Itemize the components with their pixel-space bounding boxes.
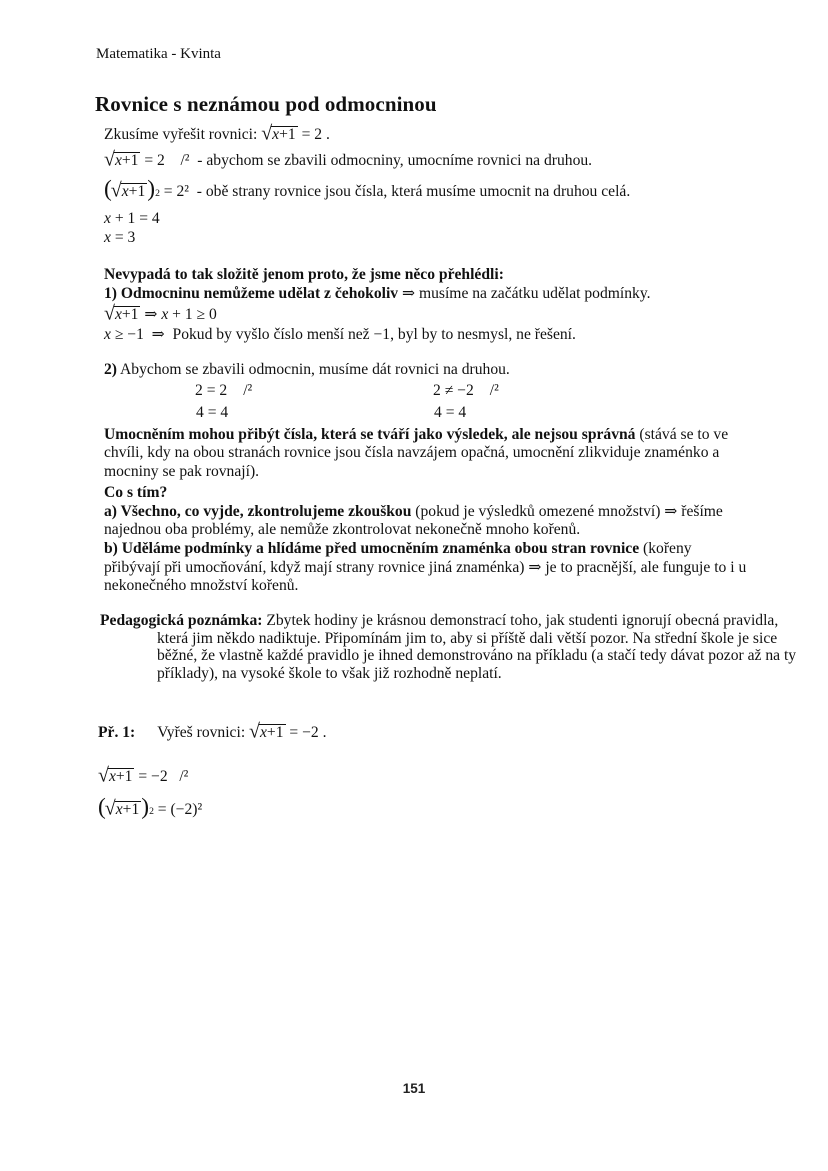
example-1-math-1: √ x+1 = −2 /² <box>98 764 189 787</box>
equation-right: 2 ≠ −2 <box>433 382 474 399</box>
intro-line-4: x + 1 = 4 <box>104 210 160 227</box>
example-1-section <box>98 722 327 826</box>
intro-section <box>104 124 630 248</box>
example-1-prompt: Vyřeš rovnici: √ x+1 = −2 . <box>157 720 327 743</box>
square-operator-left: /² <box>243 382 253 399</box>
equation-left-top <box>195 382 252 400</box>
example-1-label: Př. 1: <box>98 724 136 741</box>
page-title: Rovnice s neznámou pod odmocninou <box>95 92 437 116</box>
squaring-conclusion: Umocněním mohou přibýt čísla, která se tváří jako výsledek, ale nejsou správná (stává se to ve chvíli, kdy na obou stranách rovnice jsou čísla navzájem opačná, umocnění zlikviduje znaménko a mocniny se pak rovnají). <box>104 426 729 480</box>
solution-option-a: a) Všechno, co vyjde, zkontrolujeme zkouškou (pokud je výsledků omezené množství) ⇒ řešíme najednou oba problémy, ale nemůže zkontrolovat nekonečně mnoho kořenů. <box>104 503 723 539</box>
example-1-row <box>98 722 327 748</box>
equation-columns <box>104 380 748 426</box>
equation-right-bottom: 4 = 4 <box>434 404 467 421</box>
intro-line-5: x = 3 <box>104 229 136 246</box>
solution-heading: Co s tím? <box>104 484 168 501</box>
condition-math-1: √ x+1 ⇒ x + 1 ≥ 0 <box>104 302 217 325</box>
overlooked-heading: Nevypadá to tak složitě jenom proto, že jsme něco přehlédli: <box>104 266 504 283</box>
equation-left: 2 = 2 <box>195 382 228 399</box>
intro-line-1: Zkusíme vyřešit rovnici: √ x+1 = 2 . <box>104 122 330 145</box>
solution-option-b: b) Uděláme podmínky a hlídáme před umocněním znaménka obou stran rovnice (kořeny přibývají při umocňování, když mají strany rovnice jiná znaménka) ⇒ je to pracnější, ale funguje to i u nekonečného množství kořenů. <box>104 540 747 594</box>
equation-right-top <box>433 382 499 400</box>
overlooked-section <box>104 266 651 345</box>
squaring-item-2: 2) Abychom se zbavili odmocnin, musíme dát rovnici na druhou. <box>104 361 510 378</box>
example-1-math-2: ( √ x+1 ) 2 = (−2)² <box>98 794 203 820</box>
page-number: 151 <box>402 1081 426 1096</box>
square-operator-right: /² <box>489 382 499 399</box>
condition-math-2: x ≥ −1 ⇒ Pokud by vyšlo číslo menší než −1, byl by to nesmysl, ne řešení. <box>104 326 576 343</box>
pedagogical-note: Pedagogická poznámka: Zbytek hodiny je krásnou demonstrací toho, jak studenti ignorují obecná pravidla, která jim někdo nadiktuje. Připomínám jim to, aby si příště dali větší pozor. Na střední škole je sice běžné, že vlastně každé pravidlo je ihned demonstrováno na příkladu (a stačí tedy dávat pozor až na ty příklady), na vysoké škole to však již rozhodně neplatí. <box>100 612 797 683</box>
intro-line-2: √ x+1 = 2 /² - abychom se zbavili odmocniny, umocníme rovnici na druhou. <box>104 148 593 171</box>
equation-left-bottom: 4 = 4 <box>196 404 229 421</box>
intro-line-3: ( √ x+1 ) 2 = 2² - obě strany rovnice jsou čísla, která musíme umocnit na druhou celá. <box>104 176 631 202</box>
condition-item-1: 1) Odmocninu nemůžeme udělat z čehokoliv ⇒ musíme na začátku udělat podmínky. <box>104 285 651 302</box>
squaring-section <box>104 361 748 481</box>
solution-section <box>104 484 748 595</box>
page-header-text: Matematika - Kvinta <box>96 46 221 62</box>
